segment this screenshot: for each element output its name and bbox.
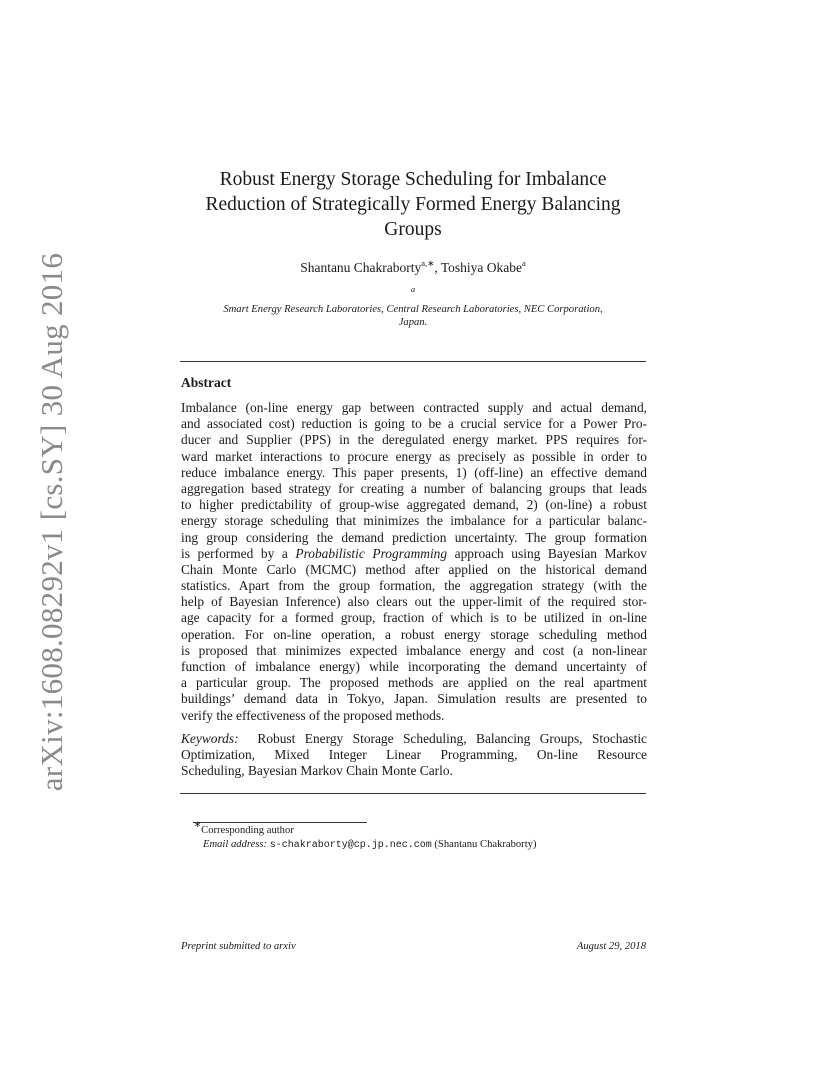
abstract-line: buildings’ demand data in Tokyo, Japan. Simulation results are presented to — [181, 691, 647, 707]
affiliation — [180, 284, 646, 330]
abstract-line: a particular group. The proposed methods are applied on the real apartment — [181, 675, 647, 691]
keywords-label: Keywords: — [181, 731, 239, 746]
abstract-line: is performed by a Probabilistic Programming approach using Bayesian Markov — [181, 545, 647, 561]
abstract-line: ing group considering the demand prediction uncertainty. The group formation — [181, 529, 647, 545]
affiliation-line: $^a$ Smart Energy Research Laboratories, Central Research Laboratories, NEC Corporation, — [223, 284, 603, 315]
abstract-line: to higher predictability of group-wise aggregated demand, 2) (on-line) a robust — [181, 497, 647, 513]
abstract-line: aggregation based strategy for creating a number of balancing groups that leads — [181, 480, 647, 496]
abstract-line: help of Bayesian Inference) also clears out the upper-limit of the required stor- — [181, 594, 647, 610]
probabilistic-programming-term: Probabilistic Programming — [295, 545, 448, 561]
footnote-email — [194, 838, 536, 853]
abstract-line: ward market interactions to procure energy as precisely as possible in order to — [181, 448, 647, 464]
author-name: Shantanu Chakraborty — [300, 260, 422, 275]
abstract-line: and associated cost) reduction is going to be a crucial service for a Power Pro- — [181, 416, 647, 432]
abstract-line: Chain Monte Carlo (MCMC) method after applied on the historical demand — [181, 561, 647, 577]
title-line: Groups — [384, 219, 442, 240]
abstract-line: verify the effectiveness of the proposed methods. — [181, 707, 445, 723]
author-superscript: a,∗ — [421, 258, 435, 268]
email-address[interactable]: s-chakraborty@cp.jp.nec.com — [269, 840, 432, 851]
keywords-line: Optimization, Mixed Integer Linear Programming, On-line Resource — [181, 747, 647, 763]
keywords-line: Scheduling, Bayesian Markov Chain Monte Carlo. — [181, 763, 453, 779]
title-line: Robust Energy Storage Scheduling for Imbalance — [219, 169, 607, 190]
arxiv-identifier-stamp: arXiv:1608.08292v1 [cs.SY] 30 Aug 2016 — [34, 252, 69, 792]
email-label: Email address: — [203, 839, 268, 850]
footnote-rule — [193, 822, 367, 823]
affiliation-superscript: a — [410, 284, 416, 294]
abstract-line: energy storage scheduling that minimizes the imbalance for a particular balanc- — [181, 513, 647, 529]
affiliation-line: Japan. — [398, 317, 428, 328]
author-list — [180, 260, 646, 276]
author-separator: , — [434, 260, 441, 275]
abstract-line: operation. For on-line operation, a robust energy storage scheduling method — [181, 626, 647, 642]
top-divider — [180, 361, 646, 362]
bottom-divider — [180, 793, 646, 794]
abstract-line: ducer and Supplier (PPS) in the deregulated energy market. PPS requires for- — [181, 432, 647, 448]
keywords — [181, 731, 647, 780]
abstract-line: is proposed that minimizes expected imbalance energy and cost (a non-linear — [181, 642, 647, 658]
author-name: Toshiya Okabe — [440, 260, 523, 275]
abstract-line: reduce imbalance energy. This paper presents, 1) (off-line) an effective demand — [181, 464, 647, 480]
abstract-line: Imbalance (on-line energy gap between contracted supply and actual demand, — [181, 400, 647, 415]
abstract-heading: Abstract — [181, 375, 232, 390]
author-superscript: a — [522, 258, 526, 268]
abstract-line: function of imbalance energy) while incorporating the demand uncertainty of — [181, 659, 647, 674]
keywords-line: Keywords: Robust Energy Storage Scheduling, Balancing Groups, Stochastic — [181, 731, 647, 746]
paper-title — [180, 167, 646, 242]
preprint-note: Preprint submitted to arxiv — [181, 941, 296, 952]
title-line: Reduction of Strategically Formed Energy Balancing — [205, 194, 621, 215]
footnote-corresponding: ∗Corresponding author — [194, 819, 294, 836]
email-owner: (Shantanu Chakraborty) — [431, 839, 537, 850]
abstract-line: statistics. Apart from the group formation, the aggregation strategy (with the — [181, 578, 647, 594]
abstract-line: age capacity for a formed group, fraction of which is to be utilized in on-line — [181, 610, 647, 626]
abstract-body — [181, 400, 647, 724]
footer-date: August 29, 2018 — [576, 941, 646, 952]
footnote — [194, 819, 537, 853]
